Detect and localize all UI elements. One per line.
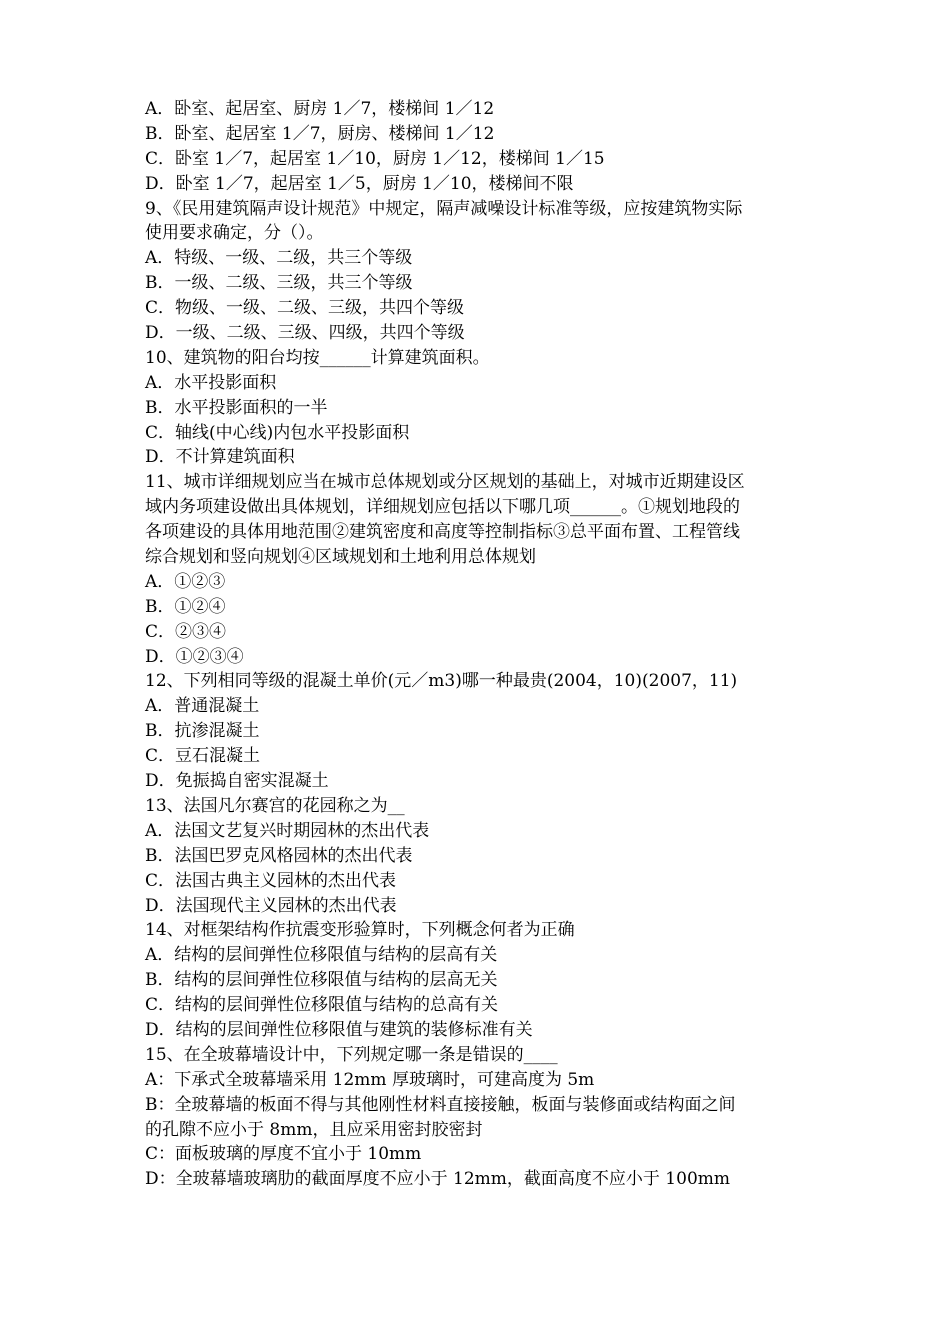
question-15: 15、在全玻幕墙设计中，下列规定哪一条是错误的____	[145, 1044, 558, 1065]
question-9: 9、《民用建筑隔声设计规范》中规定，隔声减噪设计标准等级，应按建筑物实际	[145, 198, 743, 219]
option-d: D．不计算建筑面积	[145, 447, 295, 468]
option-d: D：全玻幕墙玻璃肋的截面厚度不应小于 12mm，截面高度不应小于 100mm	[145, 1169, 730, 1190]
option-b: B．水平投影面积的一半	[145, 397, 328, 418]
option-b: B．结构的层间弹性位移限值与结构的层高无关	[145, 970, 498, 991]
option-c: C．卧室 1／7，起居室 1／10，厨房 1／12，楼梯间 1／15	[145, 148, 605, 169]
option-a: A．普通混凝土	[145, 696, 260, 717]
option-a: A．结构的层间弹性位移限值与结构的层高有关	[145, 945, 498, 966]
option-a: A．水平投影面积	[145, 372, 277, 393]
question-9-cont: 使用要求确定，分（）。	[145, 223, 324, 244]
option-c: C．法国古典主义园林的杰出代表	[145, 870, 397, 891]
option-a: A：下承式全玻幕墙采用 12mm 厚玻璃时，可建高度为 5m	[145, 1069, 595, 1090]
option-a: A．特级、一级、二级，共三个等级	[145, 248, 413, 269]
question-13: 13、法国凡尔赛宫的花园称之为__	[145, 795, 405, 816]
option-b-cont: 的孔隙不应小于 8mm，且应采用密封胶密封	[145, 1119, 483, 1140]
question-12: 12、下列相同等级的混凝土单价(元／m3)哪一种最贵(2004，10)(2007，11)	[145, 671, 738, 692]
option-c: C．轴线(中心线)内包水平投影面积	[145, 422, 410, 443]
option-b: B．法国巴罗克风格园林的杰出代表	[145, 845, 413, 866]
option-c: C．物级、一级、二级、三级，共四个等级	[145, 298, 465, 319]
option-b: B．一级、二级、三级，共三个等级	[145, 273, 413, 294]
question-14: 14、对框架结构作抗震变形验算时，下列概念何者为正确	[145, 920, 575, 941]
question-10: 10、建筑物的阳台均按______计算建筑面积。	[145, 347, 490, 368]
question-11-cont: 综合规划和竖向规划④区域规划和土地利用总体规划	[145, 547, 536, 568]
option-c: C．结构的层间弹性位移限值与结构的总高有关	[145, 995, 499, 1016]
option-c: C．②③④	[145, 621, 227, 642]
option-b: B．①②④	[145, 596, 226, 617]
option-d: D．结构的层间弹性位移限值与建筑的装修标准有关	[145, 1019, 533, 1040]
option-d: D．免振捣自密实混凝土	[145, 771, 329, 792]
option-b: B：全玻幕墙的板面不得与其他刚性材料直接接触，板面与装修面或结构面之间	[145, 1094, 736, 1115]
question-11-cont: 域内务项建设做出具体规划，详细规划应包括以下哪几项______。①规划地段的	[145, 497, 740, 518]
question-11: 11、城市详细规划应当在城市总体规划或分区规划的基础上，对城市近期建设区	[145, 472, 745, 493]
question-11-cont: 各项建设的具体用地范围②建筑密度和高度等控制指标③总平面布置、工程管线	[145, 522, 740, 543]
option-a: A．卧室、起居室、厨房 1／7，楼梯间 1／12	[145, 99, 495, 119]
option-d: D．一级、二级、三级、四级，共四个等级	[145, 323, 465, 344]
option-b: B．卧室、起居室 1／7，厨房、楼梯间 1／12	[145, 123, 495, 144]
option-d: D．卧室 1／7，起居室 1／5，厨房 1／10，楼梯间不限	[145, 173, 574, 194]
option-d: D．①②③④	[145, 646, 244, 667]
option-a: A．法国文艺复兴时期园林的杰出代表	[145, 820, 430, 841]
option-d: D．法国现代主义园林的杰出代表	[145, 895, 397, 916]
option-c: C．豆石混凝土	[145, 746, 261, 767]
option-b: B．抗渗混凝土	[145, 721, 260, 742]
option-a: A．①②③	[145, 571, 226, 592]
option-c: C：面板玻璃的厚度不宜小于 10mm	[145, 1144, 422, 1165]
